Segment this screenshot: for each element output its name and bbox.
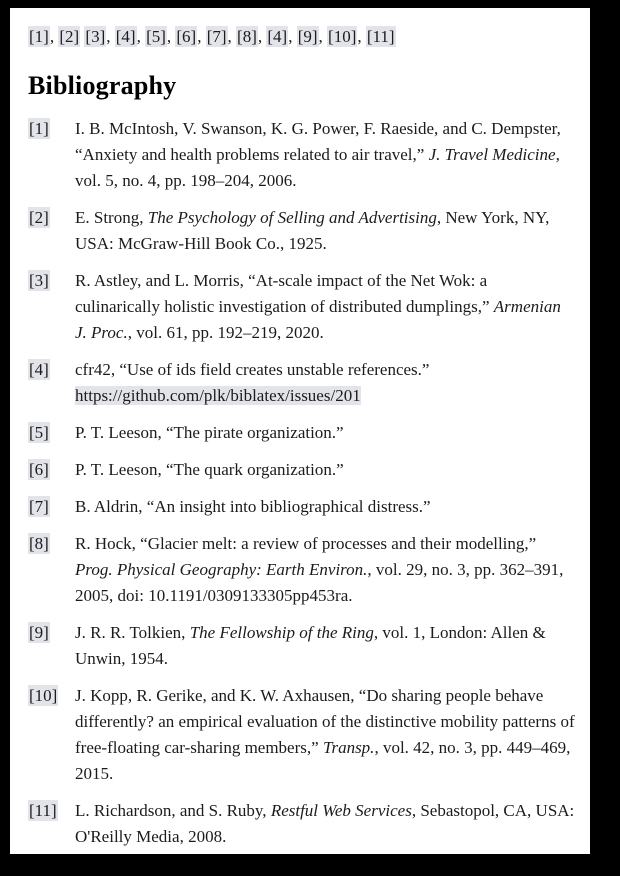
entry-number-link[interactable]: [5] xyxy=(29,423,49,442)
entry-text xyxy=(75,205,575,257)
entry-label-column xyxy=(28,531,75,557)
citation-separator: , xyxy=(318,27,328,46)
citation-separator: , xyxy=(49,27,59,46)
entry-text xyxy=(75,494,575,520)
entry-text-segment: P. T. Leeson, “The quark organization.” xyxy=(75,460,344,479)
citation-link[interactable]: [6] xyxy=(176,27,197,46)
bibliography-entry xyxy=(28,494,575,520)
entry-label-column xyxy=(28,420,75,446)
entry-text-segment: cfr42, “Use of ids field creates unstable references.” xyxy=(75,360,430,379)
citation-link[interactable]: [4] xyxy=(267,27,288,46)
citation-link[interactable]: [11] xyxy=(366,27,395,46)
citation-separator: , xyxy=(136,27,146,46)
citation-link[interactable]: [2] xyxy=(59,27,80,46)
entry-text-segment: Transp. xyxy=(322,738,375,757)
citation-link[interactable]: [5] xyxy=(146,27,166,46)
entry-number-link[interactable]: [11] xyxy=(29,801,57,820)
entry-url-link[interactable]: https://github.com/plk/biblatex/issues/201 xyxy=(75,386,361,405)
bibliography-list xyxy=(28,116,575,850)
entry-text xyxy=(75,798,575,850)
entry-text-segment: The Fellowship of the Ring xyxy=(189,623,374,642)
entry-text-segment: The Psychology of Selling and Advertising xyxy=(147,208,437,227)
entry-text-segment: , vol. 29, no. 3, pp. 362–391, 2005, doi: 10.1191/0309133305pp453ra. xyxy=(75,560,564,605)
entry-label-column xyxy=(28,116,75,142)
entry-text xyxy=(75,268,575,346)
entry-label-column xyxy=(28,268,75,294)
entry-text-segment: , New York, NY, USA: McGraw-Hill Book Co., 1925. xyxy=(75,208,550,253)
entry-text-segment: J. Kopp, R. Gerike, and K. W. Axhausen, “Do sharing people behave differently? an empirical evaluation of the distinctive mobility patterns of free-floating car-sharing members,” xyxy=(75,686,575,757)
entry-text-segment: R. Astley, and L. Morris, “At-scale impact of the Net Wok: a culinarically holistic investigation of distributed dumplings,” xyxy=(75,271,494,316)
entry-text-segment: , vol. 1, London: Allen & Unwin, 1954. xyxy=(75,623,546,668)
entry-number-link[interactable]: [9] xyxy=(29,623,49,642)
citation-line xyxy=(28,25,575,48)
entry-text xyxy=(75,357,575,409)
entry-number-link[interactable]: [8] xyxy=(29,534,49,553)
bibliography-entry xyxy=(28,268,575,346)
citation-separator: , xyxy=(288,27,297,46)
entry-text xyxy=(75,116,575,194)
entry-number-link[interactable]: [3] xyxy=(29,271,49,290)
entry-text-segment: E. Strong, xyxy=(75,208,148,227)
document-page xyxy=(10,8,590,854)
entry-text-segment: Armenian J. Proc. xyxy=(75,297,561,342)
bibliography-entry xyxy=(28,357,575,409)
citation-link[interactable]: [7] xyxy=(206,27,227,46)
citation-separator: , xyxy=(257,27,267,46)
bibliography-heading: Bibliography xyxy=(28,71,177,100)
entry-text-segment: P. T. Leeson, “The pirate organization.” xyxy=(75,423,344,442)
entry-label-column xyxy=(28,357,75,383)
bibliography-entry xyxy=(28,205,575,257)
bibliography-entry xyxy=(28,683,575,787)
entry-text-segment: Restful Web Services xyxy=(270,801,412,820)
entry-text-segment: , Sebastopol, CA, USA: O'Reilly Media, 2008. xyxy=(75,801,575,846)
bibliography-entry xyxy=(28,116,575,194)
citation-link[interactable]: [9] xyxy=(297,27,318,46)
entry-text xyxy=(75,531,575,609)
bibliography-entry xyxy=(28,798,575,850)
entry-text-segment: B. Aldrin, “An insight into bibliographical distress.” xyxy=(75,497,431,516)
entry-text-segment: L. Richardson, and S. Ruby, xyxy=(75,801,271,820)
entry-text-segment: , vol. 61, pp. 192–219, 2020. xyxy=(127,323,324,342)
entry-label-column xyxy=(28,457,75,483)
entry-text-segment: R. Hock, “Glacier melt: a review of processes and their modelling,” xyxy=(75,534,537,553)
entry-text-segment: , vol. 42, no. 3, pp. 449–469, 2015. xyxy=(75,738,571,783)
citation-separator: , xyxy=(197,27,206,46)
entry-text-segment: I. B. McIntosh, V. Swanson, K. G. Power, F. Raeside, and C. Dempster, “Anxiety and health problems related to air travel,” xyxy=(75,119,561,164)
citation-link[interactable]: [4] xyxy=(115,27,136,46)
entry-text-segment: J. R. R. Tolkien, xyxy=(75,623,190,642)
entry-number-link[interactable]: [10] xyxy=(29,686,58,705)
citation-link[interactable]: [10] xyxy=(328,27,357,46)
entry-text xyxy=(75,457,575,483)
citation-separator: , xyxy=(357,27,366,46)
citation-link[interactable]: [8] xyxy=(237,27,257,46)
entry-text-segment: Prog. Physical Geography: Earth Environ. xyxy=(75,560,368,579)
entry-text xyxy=(75,620,575,672)
bibliography-entry xyxy=(28,457,575,483)
bibliography-entry xyxy=(28,531,575,609)
bibliography-entry xyxy=(28,620,575,672)
entry-number-link[interactable]: [4] xyxy=(29,360,49,379)
entry-number-link[interactable]: [6] xyxy=(29,460,49,479)
entry-text-segment: J. Travel Medicine xyxy=(428,145,556,164)
citation-link[interactable]: [1] xyxy=(29,27,49,46)
citation-separator: , xyxy=(166,27,176,46)
entry-number-link[interactable]: [2] xyxy=(29,208,49,227)
citation-link[interactable]: [3] xyxy=(85,27,106,46)
entry-number-link[interactable]: [1] xyxy=(29,119,49,138)
entry-label-column xyxy=(28,798,75,824)
entry-label-column xyxy=(28,205,75,231)
entry-label-column xyxy=(28,620,75,646)
entry-number-link[interactable]: [7] xyxy=(29,497,49,516)
entry-text xyxy=(75,683,575,787)
citation-separator: , xyxy=(106,27,115,46)
citation-separator: , xyxy=(227,27,237,46)
entry-text xyxy=(75,420,575,446)
entry-text-segment: , vol. 5, no. 4, pp. 198–204, 2006. xyxy=(75,145,560,190)
bibliography-entry xyxy=(28,420,575,446)
entry-label-column xyxy=(28,494,75,520)
entry-label-column xyxy=(28,683,75,709)
